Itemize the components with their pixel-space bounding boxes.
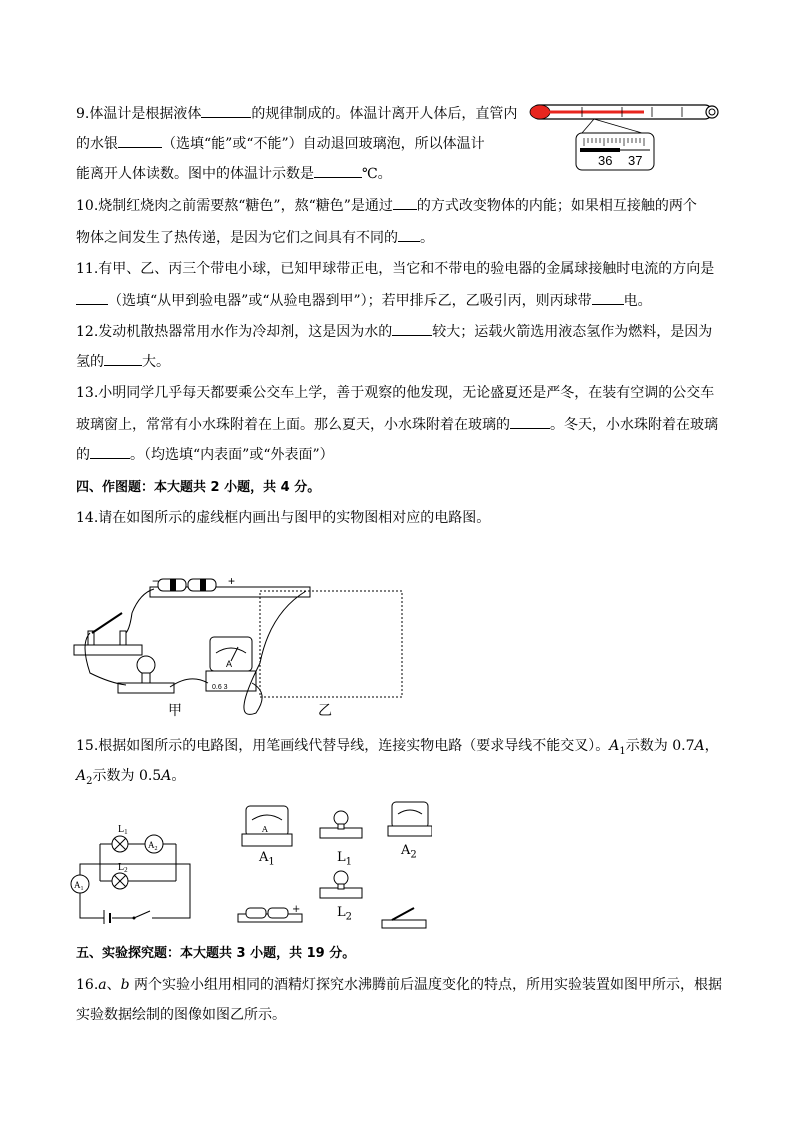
- diagram-A1-label: $A_1$: [74, 880, 84, 892]
- diagram-L2-label: $L_2$: [118, 862, 128, 874]
- knife-switch: [74, 613, 142, 655]
- q10-line2: 物体之间发生了热传递，是因为它们之间具有不同的 。: [76, 227, 434, 248]
- ammeter-a2: [388, 802, 432, 836]
- q13-line2: 玻璃窗上，常常有小水珠附着在上面。那么夏天，小水珠附着在玻璃的 。冬天，小水珠附着在玻璃: [76, 414, 718, 435]
- label-yi: 乙: [318, 703, 332, 719]
- svg-text:A: A: [226, 659, 233, 669]
- svg-text:0.6 3: 0.6 3: [212, 684, 228, 691]
- q16-line1: 16.a、b 两个实验小组用相同的酒精灯探究水沸腾前后温度变化的特点，所用实验装置如图甲所示，根据: [76, 977, 723, 993]
- label-l2: $L_2$: [337, 905, 353, 923]
- thermometer-figure: [522, 98, 728, 178]
- label-a1: $A_1$: [259, 850, 275, 868]
- q15-circuit-diagram: [66, 818, 196, 924]
- answer-blank[interactable]: [201, 103, 251, 118]
- battery-holder: [150, 574, 310, 597]
- answer-blank[interactable]: [90, 444, 130, 459]
- q15-line2: $A_2$示数为 0.5A。: [76, 768, 186, 787]
- answer-blank[interactable]: [398, 227, 420, 242]
- svg-text:A: A: [262, 825, 268, 834]
- svg-text:−: −: [152, 574, 160, 588]
- answer-blank[interactable]: [392, 321, 432, 336]
- switch: [382, 908, 426, 928]
- ammeter: [206, 637, 256, 691]
- answer-blank[interactable]: [314, 163, 362, 178]
- answer-blank[interactable]: [118, 133, 162, 148]
- lamp-l2: [320, 871, 362, 898]
- answer-blank[interactable]: [393, 195, 417, 210]
- q16-line2: 实验数据绘制的图像如图乙所示。: [76, 1007, 286, 1023]
- q13-line1: 13.小明同学几乎每天都要乘公交车上学，善于观察的他发现，无论盛夏还是严冬，在装有空调的公交车: [76, 385, 715, 401]
- q9-line3: 能离开人体读数。图中的体温计示数是 ℃。: [76, 163, 392, 184]
- answer-blank[interactable]: [592, 290, 624, 305]
- diagram-L1-label: $L_1$: [118, 824, 128, 836]
- q12-line1: 12.发动机散热器常用水作为冷却剂，这是因为水的 较大；运载火箭选用液态氢作为燃料，是因为: [76, 321, 712, 342]
- label-a2: $A_2$: [401, 843, 417, 861]
- answer-blank[interactable]: [104, 351, 142, 366]
- q9-line1: 9.体温计是根据液体 的规律制成的。体温计离开人体后，直管内: [76, 103, 517, 124]
- thermo-label-36: 36: [598, 153, 613, 168]
- section-heading: 五、实验探究题：本大题共 3 小题，共 19 分。: [76, 946, 356, 961]
- q12-line2: 氢的 大。: [76, 351, 170, 372]
- q14-text: 14.请在如图所示的虚线框内画出与图甲的实物图相对应的电路图。: [76, 510, 491, 526]
- lamp-l1: [320, 811, 362, 838]
- q9-line2: 的水银 （选填“能”或“不能”）自动退回玻璃泡，所以体温计: [76, 133, 485, 154]
- q13-line3: 的 。（均选填“内表面”或“外表面”）: [76, 444, 334, 465]
- q10-line1: 10.烧制红烧肉之前需要熬“糖色”，熬“糖色”是通过 的方式改变物体的内能；如果相互接触的两个: [76, 195, 697, 216]
- answer-blank[interactable]: [76, 290, 108, 305]
- section-heading: 四、作图题：本大题共 2 小题，共 4 分。: [76, 480, 321, 495]
- answer-blank[interactable]: [510, 414, 550, 429]
- battery: [238, 904, 302, 922]
- svg-text:+: +: [228, 574, 236, 588]
- label-l1: $L_1$: [337, 850, 353, 868]
- svg-text:+: +: [292, 904, 301, 915]
- label-jia: 甲: [168, 703, 182, 719]
- q11-line1: 11.有甲、乙、丙三个带电小球，已知甲球带正电，当它和不带电的验电器的金属球接触时电流的方向是: [76, 261, 715, 277]
- ammeter-a1: [242, 806, 292, 846]
- bulb: [118, 656, 174, 693]
- q11-line2: （选填“从甲到验电器”或“从验电器到甲”）；若甲排斥乙，乙吸引丙，则丙球带 电。: [76, 290, 652, 311]
- diagram-A2-label: $A_2$: [148, 840, 158, 852]
- q15-line1: 15.根据如图所示的电路图，用笔画线代替导线，连接实物电路（要求导线不能交叉）。$A_1$示数为 0.7A，: [76, 738, 719, 757]
- thermo-label-37: 37: [628, 153, 643, 168]
- q14-figure: [70, 573, 410, 721]
